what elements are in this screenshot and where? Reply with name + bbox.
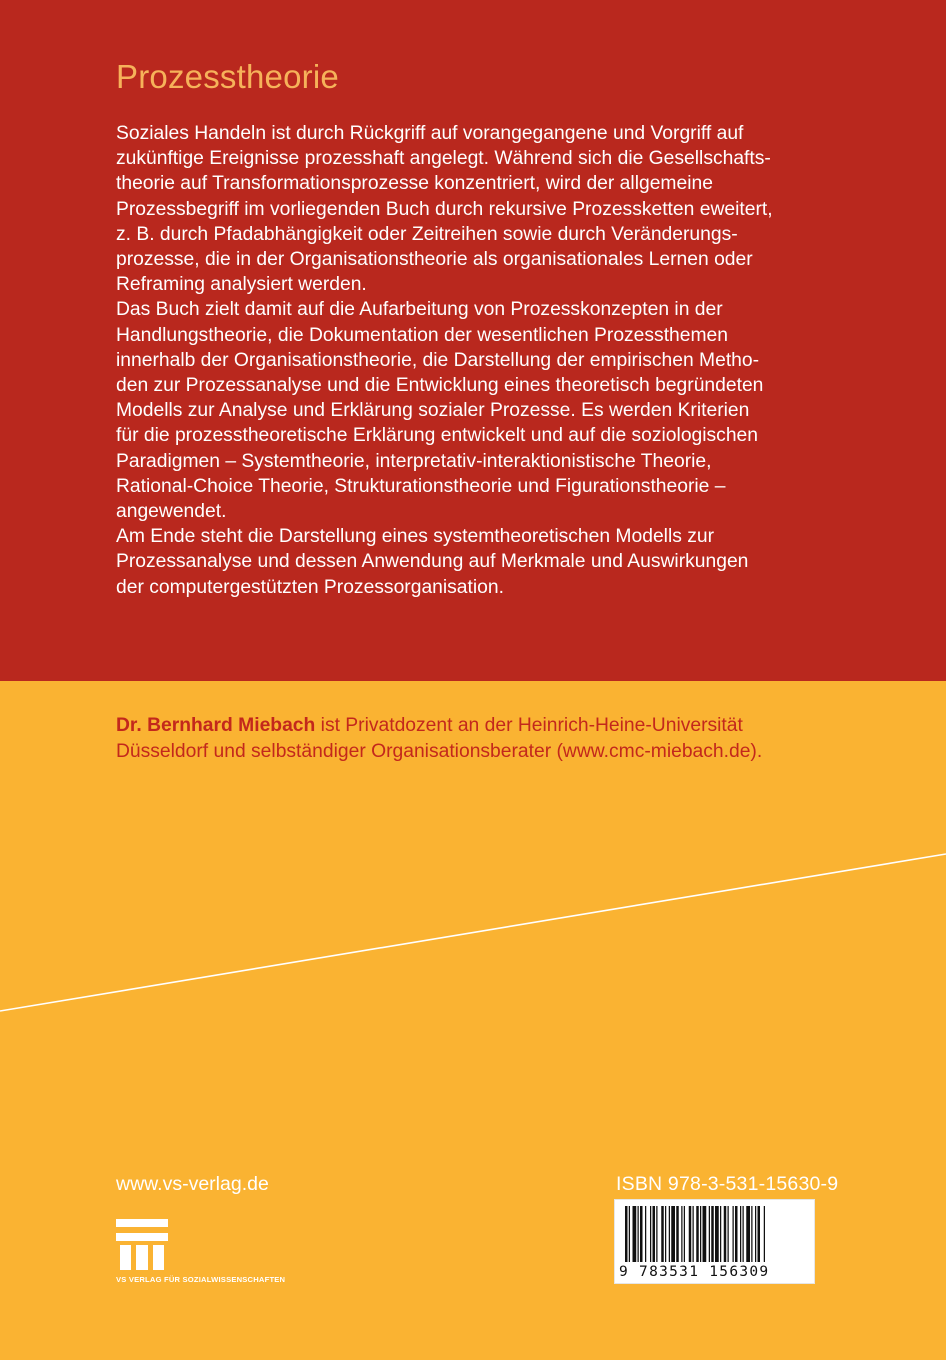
barcode-bar <box>709 1206 710 1262</box>
barcode-bar <box>676 1206 679 1262</box>
author-bio <box>116 713 876 765</box>
barcode-bar <box>661 1206 664 1262</box>
barcode-bar <box>684 1206 685 1262</box>
barcode-bar <box>645 1206 646 1262</box>
barcode-bar <box>711 1206 714 1262</box>
author-name: Dr. Bernhard Miebach <box>116 715 316 736</box>
barcode-bar <box>689 1206 692 1262</box>
isbn: ISBN 978-3-531-15630-9 <box>616 1173 839 1195</box>
barcode-bar <box>764 1206 765 1262</box>
barcode-bar <box>656 1206 657 1262</box>
barcode-bar <box>733 1206 734 1262</box>
barcode-bar <box>740 1206 741 1262</box>
barcode-bar <box>755 1206 756 1262</box>
barcode-bar <box>633 1206 637 1262</box>
barcode-bar <box>720 1206 721 1262</box>
publisher-name: VS VERLAG FÜR SOZIALWISSENSCHAFTEN <box>116 1275 286 1284</box>
blurb-paragraph: Soziales Handeln ist durch Rückgriff auf vorangegangene und Vorgriff auf zukünftige Ereignisse prozesshaft angelegt. Während sich die Gesellschafts- theorie auf Transformationsprozesse konzentriert, wird der allgemeine Prozessbegriff im vorliegenden Buch durch rekursive Prozessketten eweitert, z. B. durch Pfadabhängigkeit oder Zeitreihen sowie durch Veränderungs- prozesse, die in der Organisationstheorie als organisationales Lernen oder Reframing analysiert werden. <box>116 123 773 296</box>
blurb-paragraph: Am Ende steht die Darstellung eines systemtheoretischen Modells zur Prozessanalyse und dessen Anwendung auf Merkmale und Auswirkungen der computergestützten Prozessorganisation. <box>116 526 749 598</box>
vs-verlag-logo-icon <box>116 1219 168 1271</box>
barcode-bar <box>746 1206 750 1262</box>
author-description: ist Privatdozent an der Heinrich-Heine-Universität Düsseldorf und selbständiger Organisationsberater (www.cmc-miebach.de). <box>116 715 763 762</box>
barcode-bar <box>640 1206 643 1262</box>
barcode-bar <box>629 1206 630 1262</box>
barcode-bar <box>665 1206 666 1262</box>
barcode-bar <box>625 1206 628 1262</box>
barcode-bar <box>650 1206 651 1262</box>
barcode-bar <box>638 1206 639 1262</box>
barcode-bar <box>700 1206 701 1262</box>
barcode-bar <box>715 1206 719 1262</box>
barcode-bar <box>653 1206 656 1262</box>
barcode-bar <box>735 1206 738 1262</box>
barcode-bar <box>669 1206 670 1262</box>
book-title: Prozesstheorie <box>116 58 339 95</box>
barcode-bar <box>671 1206 675 1262</box>
barcode-bar <box>728 1206 729 1262</box>
barcode-digits: 9 783531 156309 <box>619 1264 770 1280</box>
blurb-paragraph: Das Buch zielt damit auf die Aufarbeitung von Prozesskonzepten in der Handlungstheorie, die Dokumentation der wesentlichen Prozessthemen innerhalb der Organisationstheorie, die Darstellung der empirischen Metho- den zur Prozessanalyse und die Entwicklung eines theoretisch begründeten Modells zur Analyse und Erklärung sozialer Prozesse. Es werden Kriterien für die prozesstheoretische Erklärung entwickelt und auf die soziologischen Paradigmen – Systemtheorie, interpretativ-interaktionistische Theorie, Rational-Choice Theorie, Strukturationstheorie und Figurationstheorie – angewendet. <box>116 299 764 523</box>
barcode-bar <box>703 1206 707 1262</box>
barcode-bar <box>724 1206 727 1262</box>
barcode-bar <box>751 1206 752 1262</box>
barcode-bar <box>696 1206 699 1262</box>
barcode-bar <box>758 1206 761 1262</box>
barcode-bar <box>681 1206 682 1262</box>
barcode-bar <box>743 1206 744 1262</box>
barcode-bar <box>693 1206 694 1262</box>
blurb <box>116 121 836 600</box>
barcode-bars <box>615 1200 814 1264</box>
publisher-url[interactable]: www.vs-verlag.de <box>116 1173 269 1195</box>
barcode <box>614 1199 815 1284</box>
